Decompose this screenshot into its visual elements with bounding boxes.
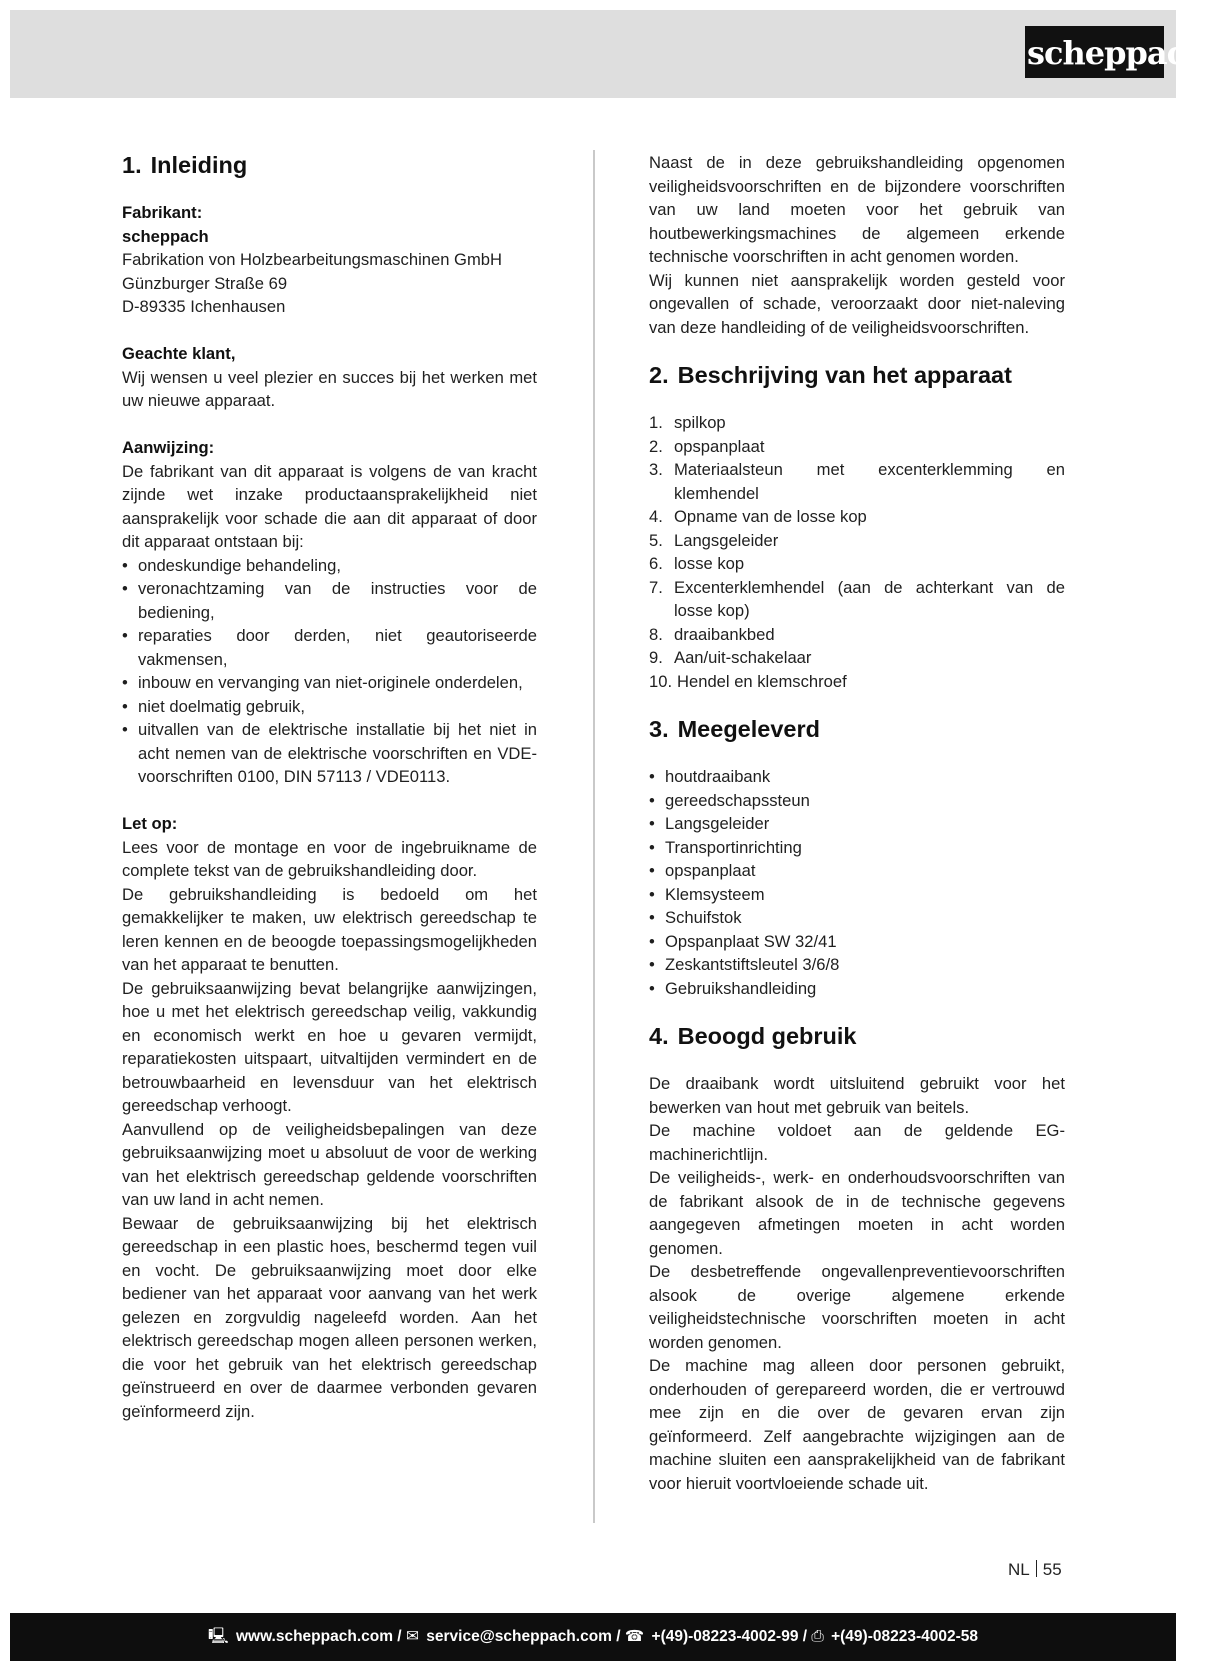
- list-item: 7. Excenterklemhendel (aan de achterkant van de losse kop): [649, 577, 1065, 620]
- supplied-list: [649, 765, 1065, 1000]
- list-item: • inbouw en vervanging van niet-originele onderdelen,: [122, 671, 537, 695]
- list-item: 5. Langsgeleider: [649, 530, 779, 550]
- paragraph: De machine mag alleen door personen gebruikt, onderhouden of gerepareerd worden, die er vertrouwd mee zijn en die over de gevaren ervan zijn geïnformeerd. Zelf aangebrachte wijzigingen aan de machine sluiten een aansprakelijkheid van de fabrikant voor hieruit voortvloeiende schade uit.: [649, 1356, 1065, 1493]
- list-item: • reparaties door derden, niet geautoriseerde vakmensen,: [122, 624, 537, 671]
- paragraph: De desbetreffende ongevallenpreventievoorschriften alsook de overige algemene erkende veiligheidstechnische voorschriften moeten in acht worden genomen.: [649, 1262, 1065, 1352]
- section-1-heading: 1. Inleiding: [122, 152, 248, 178]
- footer-email[interactable]: service@scheppach.com /: [426, 1628, 621, 1645]
- list-item: 4. Opname van de losse kop: [649, 507, 867, 526]
- paragraph: De gebruikshandleiding is bedoeld om het gemakkelijker te maken, uw elektrisch gereedschap te leren kennen en de beoogde toepassingsmogelijkheden van het apparaat te benutten.: [122, 884, 537, 974]
- list-item: 9. Aan/uit-schakelaar: [649, 648, 812, 667]
- paragraph: Lees voor de montage en voor de ingebruikname de complete tekst van de gebruikshandleiding door.: [122, 837, 537, 880]
- header-band: [10, 10, 1176, 98]
- liability-list: [122, 554, 537, 789]
- list-item: • gereedschapssteun: [649, 789, 1065, 813]
- manufacturer-label: Fabrikant:: [122, 203, 203, 222]
- greeting-label: Geachte klant,: [122, 344, 236, 363]
- paragraph: De draaibank wordt uitsluitend gebruikt voor het bewerken van hout met gebruik van beitels.: [649, 1074, 1065, 1117]
- list-item: 1. spilkop: [649, 413, 726, 432]
- list-item: • Gebruikshandleiding: [649, 977, 1065, 1001]
- list-item: 8. draaibankbed: [649, 624, 775, 644]
- attention-label: Let op:: [122, 814, 178, 833]
- greeting-text: Wij wensen u veel plezier en succes bij het werken met uw nieuwe apparaat.: [122, 367, 537, 410]
- list-item: • niet doelmatig gebruik,: [122, 695, 537, 719]
- list-item: 6. losse kop: [649, 554, 745, 573]
- page-language: NL: [1008, 1560, 1030, 1579]
- footer-fax: +(49)-08223-4002-58: [831, 1628, 979, 1645]
- page-number: [1008, 1560, 1062, 1580]
- manufacturer-name: scheppach: [122, 226, 209, 246]
- paragraph: Wij kunnen niet aansprakelijk worden gesteld voor ongevallen of schade, veroorzaakt door niet-naleving van deze handleiding of de veiligheidsvoorschriften.: [649, 270, 1065, 337]
- paragraph: De veiligheids-, werk- en onderhoudsvoorschriften van de fabrikant alsook de in de technische gegevens aangegeven afmetingen moeten in acht worden genomen.: [649, 1168, 1065, 1258]
- list-item: • ondeskundige behandeling,: [122, 554, 537, 578]
- list-item: • Zeskantstiftsleutel 3/6/8: [649, 953, 1065, 977]
- note-text: De fabrikant van dit apparaat is volgens de van kracht zijnde wet inzake productaansprakelijkheid niet aansprakelijk voor schade die aan dit apparaat of door dit apparaat ontstaan bij:: [122, 461, 537, 551]
- address-line: Günzburger Straße 69: [122, 273, 288, 293]
- list-item: 3. Materiaalsteun met excenterklemming en klemhendel: [649, 460, 1065, 503]
- footer-bar: [10, 1613, 1176, 1661]
- paragraph: De gebruiksaanwijzing bevat belangrijke aanwijzingen, hoe u met het elektrisch gereedschap veilig, vakkundig en economisch werkt en hoe u gevaren vermijdt, reparatiekosten uitspaart, uitvaltijden vermindert en de betrouwbaarheid en levensduur van het elektrisch gereedschap verhoogt.: [122, 978, 537, 1115]
- list-item: 10. Hendel en klemschroef: [649, 671, 847, 691]
- address-line: D-89335 Ichenhausen: [122, 297, 286, 316]
- address-line: Fabrikation von Holzbearbeitungsmaschinen GmbH: [122, 250, 503, 269]
- note-label: Aanwijzing:: [122, 438, 215, 457]
- list-item: • Klemsysteem: [649, 883, 1065, 907]
- fax-icon: ⎙: [811, 1628, 824, 1645]
- left-column: [122, 151, 537, 1423]
- phone-icon: ☎: [624, 1628, 645, 1645]
- brand-logo: scheppach: [1025, 26, 1164, 78]
- monitor-icon: 🖳: [207, 1628, 229, 1645]
- list-item: • uitvallen van de elektrische installatie bij het niet in acht nemen van de elektrische voorschriften en VDE-voorschriften 0100, DIN 57113 / VDE0113.: [122, 718, 537, 789]
- list-item: 2. opspanplaat: [649, 436, 765, 456]
- list-item: • opspanplaat: [649, 859, 1065, 883]
- list-item: • veronachtzaming van de instructies voor de bediening,: [122, 577, 537, 624]
- section-2-heading: 2. Beschrijving van het apparaat: [649, 362, 1012, 388]
- footer-website[interactable]: www.scheppach.com /: [235, 1628, 402, 1645]
- section-4-heading: 4. Beoogd gebruik: [649, 1023, 857, 1049]
- paragraph: Bewaar de gebruiksaanwijzing bij het elektrisch gereedschap in een plastic hoes, beschermd tegen vuil en vocht. De gebruiksaanwijzing moet door elke bediener van het apparaat voor aanvang van het werk gelezen en zorgvuldig nageleefd worden. Aan het elektrisch gereedschap mogen alleen personen werken, die voor het gebruik van het elektrisch gereedschap geïnstrueerd en over de daarmee verbonden gevaren geïnformeerd zijn.: [122, 1213, 537, 1421]
- paragraph: Aanvullend op de veiligheidsbepalingen van deze gebruiksaanwijzing moet u absoluut de voor de werking van het elektrisch gereedschap geldende voorschriften van uw land in acht nemen.: [122, 1119, 537, 1209]
- paragraph: De machine voldoet aan de geldende EG-machinerichtlijn.: [649, 1121, 1065, 1164]
- list-item: • Transportinrichting: [649, 836, 1065, 860]
- list-item: • houtdraaibank: [649, 765, 1065, 789]
- list-item: • Opspanplaat SW 32/41: [649, 930, 1065, 954]
- page-number-value: 55: [1042, 1560, 1062, 1579]
- parts-list: [649, 411, 1065, 693]
- mail-icon: ✉: [405, 1628, 419, 1645]
- list-item: • Langsgeleider: [649, 812, 1065, 836]
- list-item: • Schuifstok: [649, 906, 1065, 930]
- column-divider: [593, 150, 595, 1523]
- section-3-heading: 3. Meegeleverd: [649, 716, 820, 742]
- right-column: [649, 151, 1065, 1495]
- footer-phone: +(49)-08223-4002-99 /: [651, 1628, 808, 1645]
- paragraph: Naast de in deze gebruikshandleiding opgenomen veiligheidsvoorschriften en de bijzondere voorschriften van uw land moeten voor het gebruik van houtbewerkingsmachines de algemeen erkende technische voorschriften in acht genomen worden.: [649, 153, 1065, 266]
